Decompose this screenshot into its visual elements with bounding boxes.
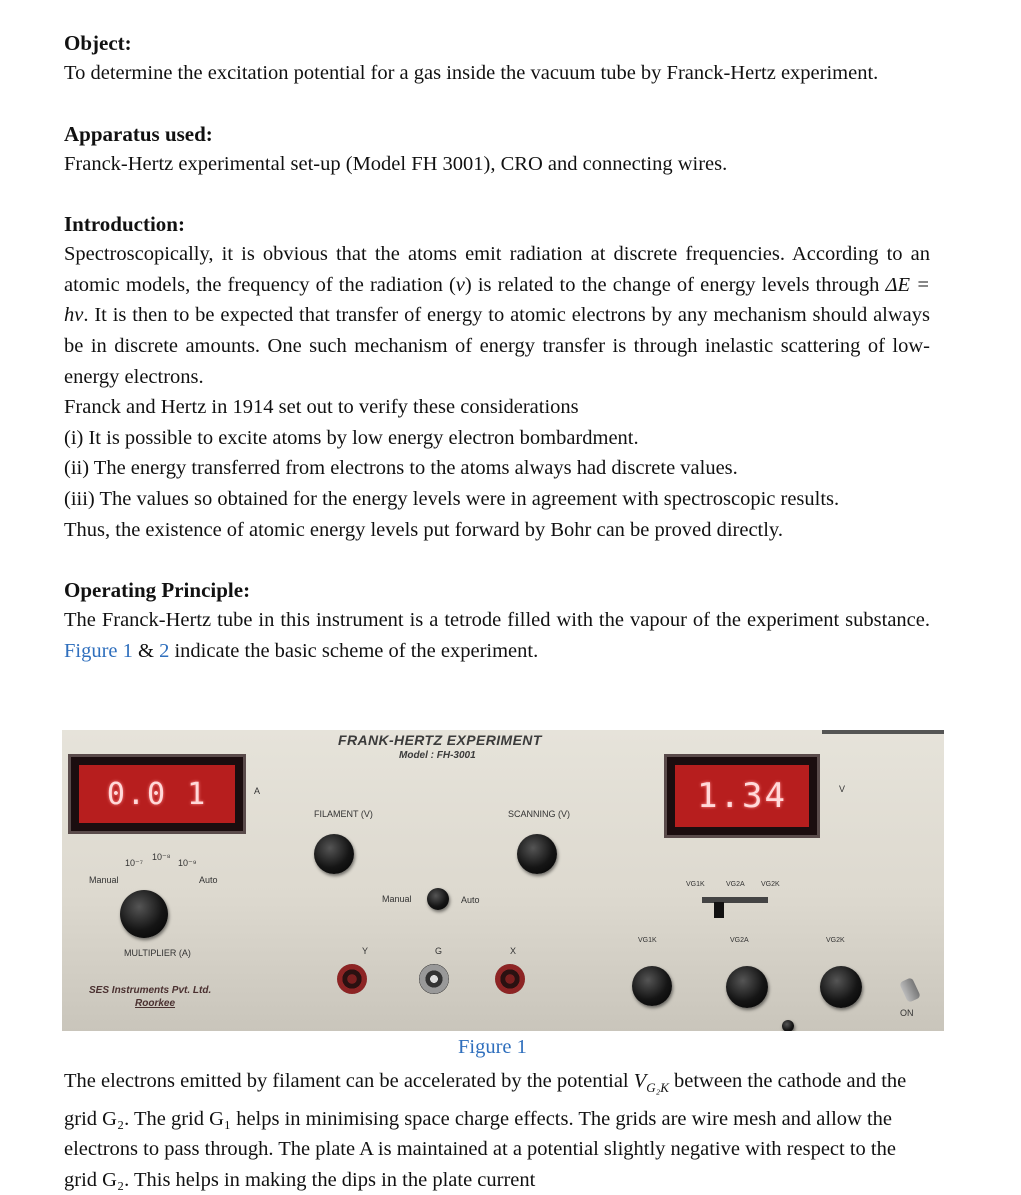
auto-center-label: Auto	[461, 895, 480, 905]
list-item: (i) It is possible to excite atoms by low energy electron bombardment.	[64, 426, 639, 449]
selector-vg1k-label: VG1K	[686, 881, 705, 888]
vg2k-label: VG2K	[826, 937, 845, 944]
selector-switch[interactable]	[714, 902, 724, 918]
scanning-label: SCANNING (V)	[508, 809, 571, 819]
apparatus-photo	[62, 730, 944, 1031]
brand-city: Roorkee	[135, 998, 176, 1009]
voltage-unit: V	[839, 784, 846, 794]
operating-text: The Franck-Hertz tube in this instrument is a tetrode filled with the vapour of the experiment substance. Figure 1 & 2 indicate the basic scheme of the experiment.	[64, 609, 930, 662]
range-label: 10⁻⁷	[125, 858, 144, 868]
list-item: (ii) The energy transferred from electrons to the atoms always had discrete values.	[64, 457, 738, 480]
panel-stripe	[822, 730, 944, 734]
socket-y[interactable]	[337, 964, 367, 994]
introduction-paragraph-3: Thus, the existence of atomic energy levels put forward by Bohr can be proved directly.	[64, 518, 783, 541]
manual-center-label: Manual	[382, 894, 412, 904]
on-label: ON	[900, 1008, 914, 1018]
range-label: 10⁻⁸	[152, 852, 171, 862]
filament-label: FILAMENT (V)	[314, 809, 373, 819]
figure-2-link[interactable]: 2	[159, 639, 170, 662]
socket-x-label: X	[510, 946, 517, 956]
manual-left-label: Manual	[89, 875, 119, 885]
object-text: To determine the excitation potential for a gas inside the vacuum tube by Franck-Hertz experiment.	[64, 62, 879, 84]
vg1k-label: VG1K	[638, 937, 657, 944]
mode-switch[interactable]	[427, 888, 449, 910]
multiplier-knob[interactable]	[120, 890, 168, 938]
current-readout: 0.0 1	[79, 765, 235, 823]
potential-symbol: $V_{G_2K}$	[633, 1070, 669, 1096]
figure-caption: Figure 1	[458, 1036, 527, 1058]
apparatus-text: Franck-Hertz experimental set-up (Model FH 3001), CRO and connecting wires.	[64, 152, 728, 175]
apparatus-heading: Apparatus used:	[64, 121, 213, 146]
vg1k-knob[interactable]	[632, 966, 672, 1006]
introduction-paragraph-2: Franck and Hertz in 1914 set out to verify these considerations	[64, 396, 579, 419]
figure-1-link[interactable]: Figure 1	[64, 639, 133, 662]
photo-model: Model : FH-3001	[399, 750, 476, 761]
vg2a-label: VG2A	[730, 937, 749, 944]
filament-knob[interactable]	[314, 834, 354, 874]
document-body	[64, 28, 930, 666]
voltage-display	[664, 754, 820, 838]
range-label: 10⁻⁹	[178, 858, 197, 868]
introduction-heading: Introduction:	[64, 212, 185, 237]
introduction-paragraph-1: Spectroscopically, it is obvious that the atoms emit radiation at discrete frequencies. According to an atomic models, the frequency of the radiation (ν) is related to the change of energy levels through ΔE = hν. It is then to be expected that transfer of energy to atomic electrons by any mechanism should always be in discrete amounts. One such mechanism of energy transfer is through inelastic scattering of low-energy electrons.	[64, 243, 930, 388]
selector-vg2a-label: VG2A	[726, 881, 745, 888]
current-display	[68, 754, 246, 834]
multiplier-label: MULTIPLIER (A)	[124, 948, 191, 958]
selector-vg2k-label: VG2K	[761, 881, 780, 888]
socket-x[interactable]	[495, 964, 525, 994]
list-item: (iii) The values so obtained for the energy levels were in agreement with spectroscopic results.	[64, 487, 840, 510]
auto-left-label: Auto	[199, 875, 218, 885]
brand-name: SES Instruments Pvt. Ltd.	[89, 985, 212, 996]
object-heading: Object:	[64, 31, 132, 55]
continuation-paragraph: The electrons emitted by filament can be accelerated by the potential $V_{G_2K}$ between the cathode and the grid G₂. The grid G₁ helps in minimising space charge effects. The grids are wire mesh and allow the electrons to pass through. The plate A is maintained at a potential slightly negative with respect to the grid G₂. This helps in making the dips in the plate current	[64, 1070, 907, 1191]
current-unit: A	[254, 786, 261, 796]
scanning-knob[interactable]	[517, 834, 557, 874]
power-toggle[interactable]	[899, 977, 921, 1003]
panel-screw	[782, 1020, 794, 1031]
voltage-readout: 1.34	[675, 765, 809, 827]
operating-heading: Operating Principle:	[64, 578, 251, 603]
socket-y-label: Y	[362, 946, 369, 956]
photo-title: FRANK-HERTZ EXPERIMENT	[338, 732, 542, 748]
selector-track	[702, 897, 768, 903]
energy-equation: ΔE = hν	[64, 273, 930, 327]
vg2k-knob[interactable]	[820, 966, 862, 1008]
socket-g[interactable]	[419, 964, 449, 994]
vg2a-knob[interactable]	[726, 966, 768, 1008]
socket-g-label: G	[435, 946, 443, 956]
